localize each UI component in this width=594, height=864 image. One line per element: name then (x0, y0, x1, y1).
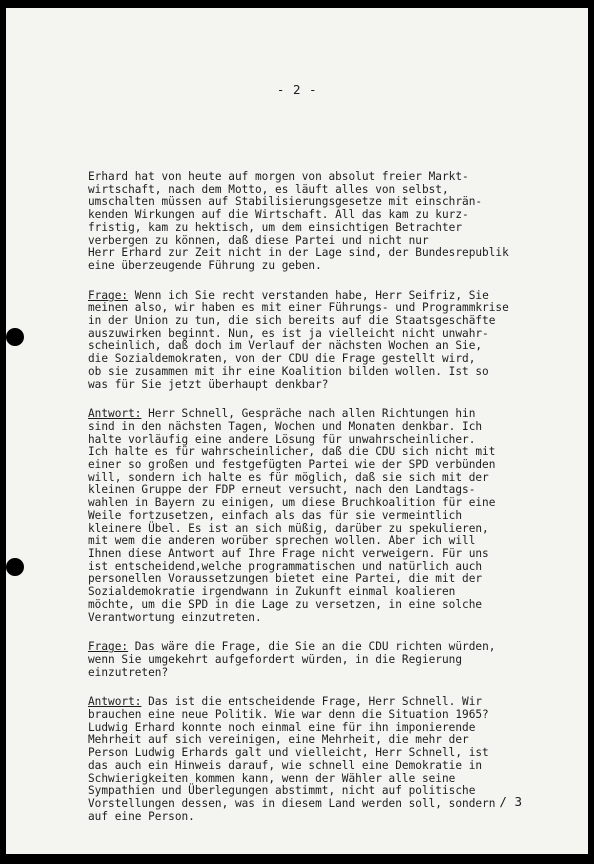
document-page (6, 8, 588, 854)
text-line: halte vorläufig eine andere Lösung für unwahrscheinlicher. (88, 432, 476, 446)
text-line: Mehrheit auf sich vereinigen, eine Mehrheit, die mehr der (88, 733, 469, 747)
text-line: sind in den nächsten Tagen, Wochen und Monaten denkbar. Ich (88, 419, 483, 433)
text-line: Ich halte es für wahrscheinlicher, daß die CDU sich nicht mit (88, 445, 496, 459)
text-line: was für Sie jetzt überhaupt denkbar? (88, 377, 329, 391)
text-line-rest: Herr Schnell, Gespräche nach allen Richtungen hin (141, 407, 476, 421)
text-line: will, sondern ich halte es für möglich, daß sie sich mit der (88, 470, 489, 484)
text-line: ob sie zusammen mit ihr eine Koalition bilden wollen. Ist so (88, 364, 489, 378)
text-line: ist entscheidend,welche programmatischen und natürlich auch (88, 559, 483, 573)
question-label: Frage: (88, 288, 129, 302)
text-line (88, 641, 528, 654)
text-line: möchte, um die SPD in die Lage zu versetzen, in eine solche (88, 597, 483, 611)
text-line: die Sozialdemokraten, von der CDU die Frage gestellt wird, (88, 352, 476, 366)
text-line: scheinlich, daß doch im Verlauf der nächsten Wochen an Sie, (88, 339, 483, 353)
answer-label: Antwort: (88, 695, 142, 709)
text-line-rest: Das ist die entscheidende Frage, Herr Schnell. Wir (141, 695, 483, 709)
continuation-marker: / 3 (499, 794, 522, 809)
paragraph (88, 408, 528, 624)
text-line: auszuwirken beginnt. Nun, es ist ja vielleicht nicht unwahr- (88, 326, 489, 340)
text-line: personellen Voraussetzungen bietet eine Partei, die mit der (88, 572, 483, 586)
text-line: Sympathien und Überlegungen abstimmt, nicht auf politische (88, 784, 476, 798)
text-line: kenden Wirkungen auf die Wirtschaft. All das kam zu kurz- (88, 208, 469, 222)
text-line: Erhard hat von heute auf morgen von absolut freier Markt- (88, 170, 469, 183)
text-line: einer so großen und festgefügten Partei wie der SPD verbünden (88, 458, 496, 472)
question-label: Frage: (88, 640, 129, 654)
punch-hole (6, 328, 24, 346)
text-line: kleinen Gruppe der FDP erneut versucht, nach den Landtags- (88, 483, 476, 497)
text-line: brauchen eine neue Politik. Wie war denn die Situation 1965? (88, 708, 489, 722)
text-line: Schwierigkeiten kommen kann, wenn der Wähler alle seine (88, 771, 456, 785)
text-line: Ihnen diese Antwort auf Ihre Frage nicht verweigern. Für uns (88, 546, 489, 560)
text-line: Weile fortzusetzen, einfach als das für sie vermeintlich (88, 508, 463, 522)
text-line-rest: Wenn ich Sie recht verstanden habe, Herr Seifriz, Sie (128, 288, 489, 302)
text-line: Verantwortung einzutreten. (88, 610, 262, 624)
text-line: kleinere Übel. Es ist an sich müßig, darüber zu spekulieren, (88, 521, 489, 535)
paragraph (88, 696, 528, 823)
text-line: Vorstellungen dessen, was in diesem Land werden soll, sondern (88, 796, 496, 810)
text-line: Ludwig Erhard konnte noch einmal eine für ihn imponierende (88, 720, 476, 734)
text-line: wahlen in Bayern zu einigen, um diese Bruchkoalition für eine (88, 496, 496, 510)
page-number: - 2 - (276, 82, 318, 97)
text-line: das auch ein Hinweis darauf, wie schnell eine Demokratie in (88, 758, 483, 772)
text-line: fristig, kam zu hektisch, um dem einsichtigen Betrachter (88, 220, 463, 234)
text-line: in der Union zu tun, die sich bereits auf die Staatsgeschäfte (88, 314, 496, 328)
answer-label: Antwort: (88, 407, 142, 421)
text-line: verbergen zu können, daß diese Partei und nicht nur (88, 233, 429, 247)
text-line: wenn Sie umgekehrt aufgefordert würden, in die Regierung (88, 652, 463, 666)
text-line: eine überzeugende Führung zu geben. (88, 258, 322, 272)
text-line-rest: Das wäre die Frage, die Sie an die CDU richten würden, (128, 640, 496, 654)
punch-hole (6, 558, 24, 576)
text-line: auf eine Person. (88, 809, 195, 823)
text-line: Sozialdemokratie irgendwann in Zukunft einmal koalieren (88, 585, 456, 599)
document-body (88, 171, 528, 840)
paragraph (88, 641, 528, 679)
text-line: Person Ludwig Erhards galt und vielleicht, Herr Schnell, ist (88, 746, 489, 760)
text-line: mit wem die anderen worüber sprechen wollen. Aber ich will (88, 534, 476, 548)
text-line: Herr Erhard zur Zeit nicht in der Lage sind, der Bundesrepublik (88, 246, 509, 260)
paragraph (88, 290, 528, 392)
text-line: umschalten müssen auf Stabilisierungsgesetze mit einschrän- (88, 195, 483, 209)
text-line: wirtschaft, nach dem Motto, es läuft alles von selbst, (88, 182, 449, 196)
text-line: einzutreten? (88, 665, 169, 679)
text-line: meinen also, wir haben es mit einer Führungs- und Programmkrise (88, 301, 509, 315)
paragraph (88, 171, 528, 273)
